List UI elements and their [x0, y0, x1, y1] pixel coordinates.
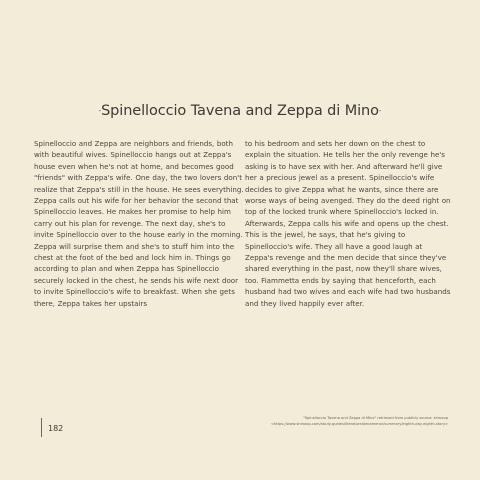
- page-title-text: Spinelloccio Tavena and Zeppa di Mino: [101, 103, 379, 119]
- footnote-line-2: <https://www.shmoop.com/study-guides/literature/decameron/summary/eighth-day-eighth-story>: [270, 422, 448, 426]
- body-column-right: to his bedroom and sets her down on the chest to explain the situation. He tells her the only revenge he's asking is to have sex with her. And afterward he'll give her a precious jewel as a present. Spinelloccio's wife decides to give Zeppa what he wants, since there are worse ways of being avenged. They do the deed right on top of the locked trunk where Spinelloccio's locked in. Afterwards, Zeppa calls his wife and opens up the chest. This is the jewel, he says, that he's giving to Spinelloccio's wife. They all have a good laugh at Zeppa's revenge and the men decide that since they've shared everything in the past, now they'll share wives, too. Fiammetta ends by saying that henceforth, each husband had two wives and each wife had two husbands and they lived happily ever after.: [245, 139, 451, 308]
- page-title: [0, 103, 480, 119]
- page-number: 182: [48, 424, 64, 433]
- page-number-rule: [41, 418, 42, 437]
- footnote-line-1: "Spinelloccio Tavena and Zeppa di Mino" retrieved from publicly source: shmoop: [303, 416, 448, 420]
- title-left-mark: -: [98, 107, 102, 115]
- source-footnote: [218, 415, 448, 427]
- title-right-mark: -: [378, 107, 382, 115]
- body-column-left: Spinelloccio and Zeppa are neighbors and friends, both with beautiful wives. Spinelloccio hangs out at Zeppa's house even when he's not at home, and becomes good "friends" with Zeppa's wife. One day, the two lovers don't realize that Zeppa's still in the house. He sees everything. Zeppa calls out his wife for her behavior the second that Spinelloccio leaves. He makes her promise to help him carry out his plan for revenge. The next day, she's to invite Spinelloccio over to the house early in the morning. Zeppa will surprise them and she's to stuff him into the chest at the foot of the bed and lock him in. Things go according to plan and when Zeppa has Spinelloccio securely locked in the chest, he sends his wife next door to invite Spinelloccio's wife to breakfast. When she gets there, Zeppa takes her upstairs: [34, 139, 244, 308]
